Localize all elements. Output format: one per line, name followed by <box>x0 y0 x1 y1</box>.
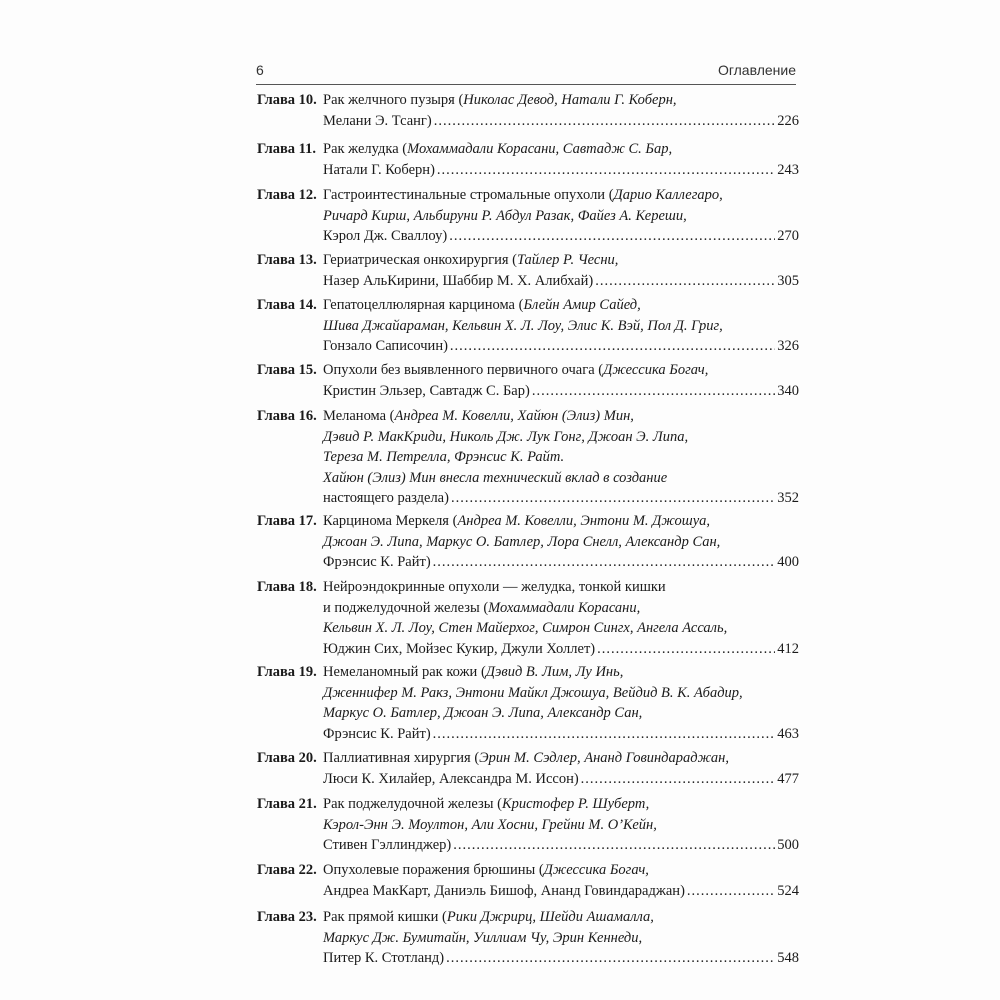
author-names: Назер АльКирини, Шаббир М. Х. Алибхай <box>323 272 589 289</box>
dot-leader <box>437 160 775 181</box>
entry-text <box>323 252 618 268</box>
page-ref: 226 <box>777 112 799 129</box>
author-names: Питер К. Стотланд <box>323 950 440 966</box>
toc-entry <box>257 185 799 245</box>
entry-text <box>323 336 448 357</box>
author-names: Джессика Богач, <box>603 362 709 378</box>
toc-entry <box>257 139 799 181</box>
entry-last-line <box>323 226 799 247</box>
entry-text <box>323 160 435 181</box>
chapter-title: Опухоли без выявленного первичного очага ( <box>323 362 604 378</box>
entry-text <box>323 948 444 969</box>
author-names: Маркус О. Батлер, Джоан Э. Липа, Александр Сан, <box>323 705 643 721</box>
entry-text <box>323 534 720 550</box>
author-names: Андреа М. Ковелли, Хайюн (Элиз) Мин, <box>394 408 634 424</box>
entry-last-line <box>323 336 799 357</box>
author-names: Фрэнсис К. Райт <box>323 725 426 742</box>
dot-leader <box>687 881 775 902</box>
entry-text <box>323 639 595 660</box>
chapter-title: Немеланомный рак кожи ( <box>323 664 486 680</box>
chapter-title: и поджелудочной железы ( <box>323 599 489 616</box>
entry-text <box>323 600 640 616</box>
chapter-title: Меланома ( <box>323 408 395 424</box>
entry-last-line <box>323 111 799 132</box>
author-names: Блейн Амир Сайед, <box>523 297 641 313</box>
entry-line <box>323 511 799 532</box>
entry-last-line <box>323 948 799 969</box>
dot-leader <box>595 271 775 292</box>
page-ref: 524 <box>777 882 799 899</box>
entry-last-line <box>323 639 799 660</box>
author-names: Гонзало Саписочин <box>323 338 444 354</box>
dot-leader <box>433 552 776 573</box>
entry-text <box>323 930 642 946</box>
entry-last-line <box>323 552 799 573</box>
entry-text <box>323 408 634 424</box>
entry-text <box>323 750 729 766</box>
header-rule <box>256 84 796 85</box>
entry-line <box>323 139 799 160</box>
entry-text <box>323 297 641 313</box>
entry-line <box>323 447 799 468</box>
page-ref: 400 <box>777 554 799 570</box>
entry-text <box>323 488 449 509</box>
entry-line <box>323 662 799 683</box>
dot-leader <box>434 111 776 132</box>
chapter-label: Глава 10. <box>257 92 317 108</box>
author-names: Юджин Сих, Мойзес Кукир, Джули Холлет <box>323 640 591 657</box>
chapter-title: ) <box>590 640 596 657</box>
chapter-title: Рак желчного пузыря ( <box>323 92 464 108</box>
entry-line <box>323 250 799 271</box>
chapter-title: Рак поджелудочной железы ( <box>323 796 502 812</box>
entry-last-line <box>323 381 799 402</box>
page-ref: 326 <box>777 338 799 354</box>
entry-line <box>323 703 799 724</box>
chapter-title: ) <box>525 382 530 399</box>
chapter-title: ) <box>573 770 579 787</box>
author-names: Мохаммадали Корасани, <box>488 599 641 616</box>
dot-leader <box>451 488 775 509</box>
entry-text <box>323 318 723 334</box>
chapter-title: Гериатрическая онкохирургия ( <box>323 252 517 268</box>
page-ref: 270 <box>777 228 799 244</box>
entry-line <box>323 577 799 598</box>
entry-line <box>323 907 799 928</box>
entry-line <box>323 295 799 316</box>
page-number: 6 <box>256 62 264 78</box>
entry-line <box>323 90 799 111</box>
chapter-label: Глава 20. <box>257 750 317 766</box>
entry-text <box>323 381 530 402</box>
chapter-label: Глава 22. <box>257 862 317 878</box>
entry-line <box>323 815 799 836</box>
toc-entry <box>257 860 799 902</box>
chapter-title: ) <box>444 490 449 506</box>
entry-text <box>323 769 579 790</box>
author-names: Мохаммадали Корасани, Савтадж С. Бар, <box>407 141 673 157</box>
dot-leader <box>449 226 775 247</box>
chapter-title: ) <box>430 161 435 178</box>
chapter-title: Нейроэндокринные опухоли — желудка, тонкой кишки <box>323 579 666 595</box>
toc-entry <box>257 250 799 292</box>
chapter-title: Рак прямой кишки ( <box>323 909 447 925</box>
entry-last-line <box>323 769 799 790</box>
author-names: Хайюн (Элиз) Мин внесла технический вклад в создание <box>323 469 668 486</box>
entry-text <box>323 141 672 157</box>
entry-line <box>323 532 799 553</box>
chapter-label: Глава 14. <box>257 297 317 313</box>
author-names: настоящего раздела <box>323 490 445 506</box>
entry-text <box>323 111 432 132</box>
toc-entry <box>257 295 799 357</box>
entry-line <box>323 468 799 489</box>
toc-entry <box>257 577 799 659</box>
entry-line <box>323 427 799 448</box>
author-names: Дэвид Р. МакКриди, Николь Дж. Лук Гонг, Джоан Э. Липа, <box>323 428 689 445</box>
entry-last-line <box>323 160 799 181</box>
entry-line <box>323 618 799 639</box>
author-names: Дарио Каллегаро, <box>613 187 723 203</box>
entry-text <box>323 881 685 902</box>
running-header <box>256 60 796 84</box>
entry-text <box>323 362 708 378</box>
page-ref: 500 <box>777 837 799 853</box>
author-names: Мелани Э. Тсанг <box>323 112 427 129</box>
author-names: Люси К. Хилайер, Александра М. Иссон <box>323 770 574 787</box>
chapter-label: Глава 19. <box>257 664 317 680</box>
toc-entry <box>257 511 799 573</box>
author-names: Андреа МакКарт, Даниэль Бишоф, Ананд Говиндараджан <box>323 882 681 899</box>
chapter-label: Глава 18. <box>257 579 317 595</box>
entry-text <box>323 817 657 833</box>
author-names: Джессика Богач, <box>543 862 649 878</box>
entry-text <box>323 796 649 812</box>
entry-text <box>323 620 727 636</box>
author-names: Натали Г. Коберн <box>323 161 431 178</box>
author-names: Маркус Дж. Бумитайн, Уиллиам Чу, Эрин Кеннеди, <box>323 929 643 946</box>
toc-entry <box>257 748 799 790</box>
entry-text <box>323 705 642 721</box>
author-names: Джоан Э. Липа, Маркус О. Батлер, Лора Снелл, Александр Сан, <box>323 533 721 550</box>
entry-line <box>323 185 799 206</box>
entry-text <box>323 909 654 925</box>
entry-text <box>323 724 431 745</box>
entry-text <box>323 429 688 445</box>
toc-entry <box>257 360 799 402</box>
page-ref: 463 <box>777 725 799 742</box>
author-names: Стивен Гэллинджер <box>323 837 447 853</box>
page-ref: 477 <box>777 770 799 787</box>
entry-text <box>323 208 687 224</box>
entry-text <box>323 513 710 529</box>
entry-line <box>323 683 799 704</box>
dot-leader <box>581 769 776 790</box>
dot-leader <box>446 948 775 969</box>
author-names: Кэрол Дж. Сваллоу <box>323 228 443 244</box>
entry-text <box>323 552 431 573</box>
author-names: Тайлер Р. Чесни, <box>517 252 619 268</box>
chapter-title: Паллиативная хирургия ( <box>323 750 480 766</box>
dot-leader <box>433 724 776 745</box>
chapter-label: Глава 23. <box>257 909 317 925</box>
page-ref: 412 <box>777 640 799 657</box>
page-ref: 305 <box>777 272 799 289</box>
author-names: Андреа М. Ковелли, Энтони М. Джошуа, <box>457 513 711 529</box>
chapter-title: ) <box>446 837 452 853</box>
author-names: Дэвид В. Лим, Лу Инь, <box>485 664 624 680</box>
table-of-contents <box>257 90 799 969</box>
entry-line <box>323 316 799 337</box>
chapter-label: Глава 11. <box>257 141 317 157</box>
author-names: Дженнифер М. Ракз, Энтони Майкл Джошуа, Вейдид В. К. Абадир, <box>323 684 743 701</box>
entry-line <box>323 794 799 815</box>
entry-line <box>323 860 799 881</box>
entry-text <box>323 685 743 701</box>
entry-text <box>323 579 666 595</box>
chapter-label: Глава 21. <box>257 796 317 812</box>
chapter-label: Глава 15. <box>257 362 317 378</box>
page-ref: 548 <box>777 950 799 966</box>
author-names: Фрэнсис К. Райт <box>323 554 426 570</box>
chapter-title: Рак желудка ( <box>323 141 408 157</box>
entry-text <box>323 470 667 486</box>
entry-text <box>323 835 451 856</box>
author-names: Рики Джрирц, Шейди Ашамалла, <box>446 909 654 925</box>
chapter-title: ) <box>443 338 448 354</box>
entry-line <box>323 406 799 427</box>
entry-text <box>323 92 677 108</box>
chapter-title: ) <box>442 228 448 244</box>
entry-line <box>323 206 799 227</box>
author-names: Кельвин Х. Л. Лоу, Стен Майерхог, Симрон Сингх, Ангела Ассаль, <box>323 620 728 636</box>
entry-text <box>323 271 593 292</box>
author-names: Шива Джайараман, Кельвин Х. Л. Лоу, Элис К. Вэй, Пол Д. Григ, <box>323 317 723 334</box>
entry-text <box>323 449 564 465</box>
entry-line <box>323 598 799 619</box>
entry-text <box>323 862 649 878</box>
toc-entry <box>257 406 799 508</box>
author-names: Эрин М. Сэдлер, Ананд Говиндараджан, <box>479 750 729 766</box>
dot-leader <box>453 835 775 856</box>
entry-line <box>323 928 799 949</box>
entry-text <box>323 187 723 203</box>
dot-leader <box>532 381 775 402</box>
chapter-title: Карцинома Меркеля ( <box>323 513 458 529</box>
dot-leader <box>597 639 775 660</box>
chapter-label: Глава 13. <box>257 252 317 268</box>
chapter-title: Опухолевые поражения брюшины ( <box>323 862 544 878</box>
chapter-title: Гастроинтестинальные стромальные опухоли ( <box>323 187 614 203</box>
author-names: Кристофер Р. Шуберт, <box>501 796 650 812</box>
chapter-label: Глава 17. <box>257 513 317 529</box>
entry-last-line <box>323 881 799 902</box>
author-names: Николас Девод, Натали Г. Коберн, <box>463 92 677 108</box>
toc-entry <box>257 794 799 856</box>
entry-line <box>323 748 799 769</box>
entry-text <box>323 664 623 680</box>
entry-line <box>323 360 799 381</box>
toc-entry <box>257 90 799 136</box>
author-names: Тереза М. Петрелла, Фрэнсис К. Райт. <box>323 449 565 465</box>
entry-last-line <box>323 724 799 745</box>
entry-last-line <box>323 835 799 856</box>
chapter-title: ) <box>588 272 594 289</box>
chapter-title: ) <box>425 725 431 742</box>
chapter-label: Глава 12. <box>257 187 317 203</box>
author-names: Ричард Кирш, Альбируни Р. Абдул Разак, Файез А. Кереши, <box>323 207 687 224</box>
toc-entry <box>257 662 799 744</box>
author-names: Кэрол-Энн Э. Моултон, Али Хосни, Грейни М. О’Кейн, <box>323 816 657 833</box>
chapter-title: ) <box>425 554 431 570</box>
chapter-title: ) <box>680 882 685 899</box>
dot-leader <box>450 336 775 357</box>
entry-last-line <box>323 488 799 509</box>
chapter-title: Гепатоцеллюлярная карцинома ( <box>323 297 524 313</box>
page-ref: 340 <box>777 382 799 399</box>
chapter-label: Глава 16. <box>257 408 317 424</box>
chapter-title: ) <box>426 112 432 129</box>
entry-last-line <box>323 271 799 292</box>
author-names: Кристин Эльзер, Савтадж С. Бар <box>323 382 525 399</box>
page-ref: 243 <box>777 161 799 178</box>
page-ref: 352 <box>777 490 799 506</box>
entry-text <box>323 226 447 247</box>
toc-entry <box>257 907 799 969</box>
running-title: Оглавление <box>717 62 796 78</box>
chapter-title: ) <box>439 950 445 966</box>
